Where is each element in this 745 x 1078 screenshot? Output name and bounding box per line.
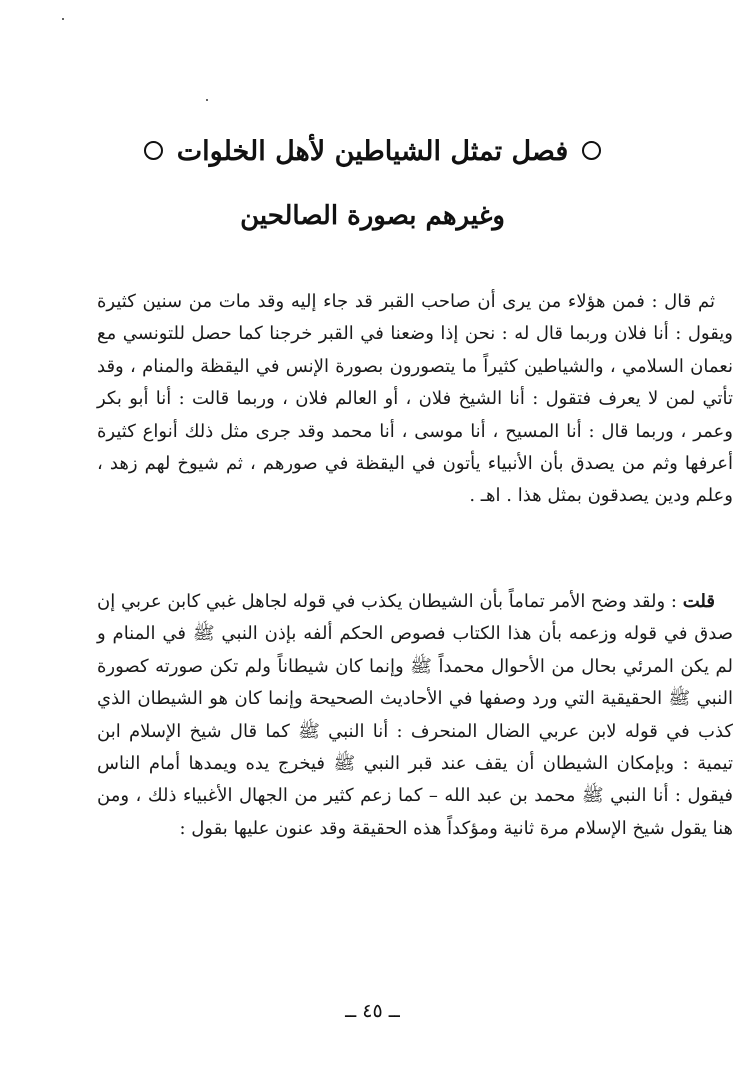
paragraph-text: : ولقد وضح الأمر تماماً بأن الشيطان يكذب في قوله لجاهل غبي كابن عربي إن صدق في قوله وزعمه بأن هذا الكتاب فصوص الحكم ألفه بإذن النبي ﷺ في المنام و لم يكن المرئي بحال من الأحوال محمداً ﷺ وإنما كان شيطاناً ولم تكن صورته كصورة النبي ﷺ الحقيقية التي ورد وصفها في الأحاديث الصحيحة وإنما كان هو الشيطان الذي كذب في قوله لابن عربي الضال المنحرف : أنا النبي ﷺ كما قال شيخ الإسلام ابن تيمية : وبإمكان الشيطان أن يقف عند قبر النبي ﷺ فيخرج يده ويمدها أمام الناس فيقول : أنا النبي ﷺ محمد بن عبد الله – كما زعم كثير من الجهال الأغبياء ذلك ، ومن هنا يقول شيخ الإسلام مرة ثانية ومؤكداً هذه الحقيقة وقد عنون عليها بقول : [97,591,733,839]
chapter-title-text: فصل تمثل الشياطين لأهل الخلوات [176,136,569,167]
body-paragraph [97,586,733,845]
page-number: ــ ٤٥ ــ [345,1000,400,1022]
scan-speck [206,99,208,101]
scan-speck [62,18,64,20]
circle-ornament-icon [582,141,601,160]
chapter-title [0,128,745,176]
paragraph-lead-word: قلت [682,591,715,612]
body-paragraph: ثم قال : فمن هؤلاء من يرى أن صاحب القبر قد جاء إليه وقد مات من سنين كثيرة ويقول : أنا فلان وربما قال له : نحن إذا وضعنا في القبر خرجنا كما حصل للتونسي مع نعمان السلامي ، والشياطين كثيراً ما يتصورون بصورة الإنس في اليقظة والمنام ، وقد تأتي لمن لا يعرف فتقول : أنا الشيخ فلان ، أو العالم فلان ، وربما قالت : أنا أبو بكر وعمر ، وربما قال : أنا المسيح ، أنا موسى ، أنا محمد وقد جرى مثل ذلك أنواع كثيرة أعرفها وثم من يصدق بأن الأنبياء يأتون في اليقظة في صورهم ، ثم شيوخ لهم زهد ، وعلم ودين يصدقون بمثل هذا . اهـ . [97,291,733,507]
circle-ornament-icon [144,141,163,160]
chapter-subtitle: وغيرهم بصورة الصالحين [240,201,505,231]
